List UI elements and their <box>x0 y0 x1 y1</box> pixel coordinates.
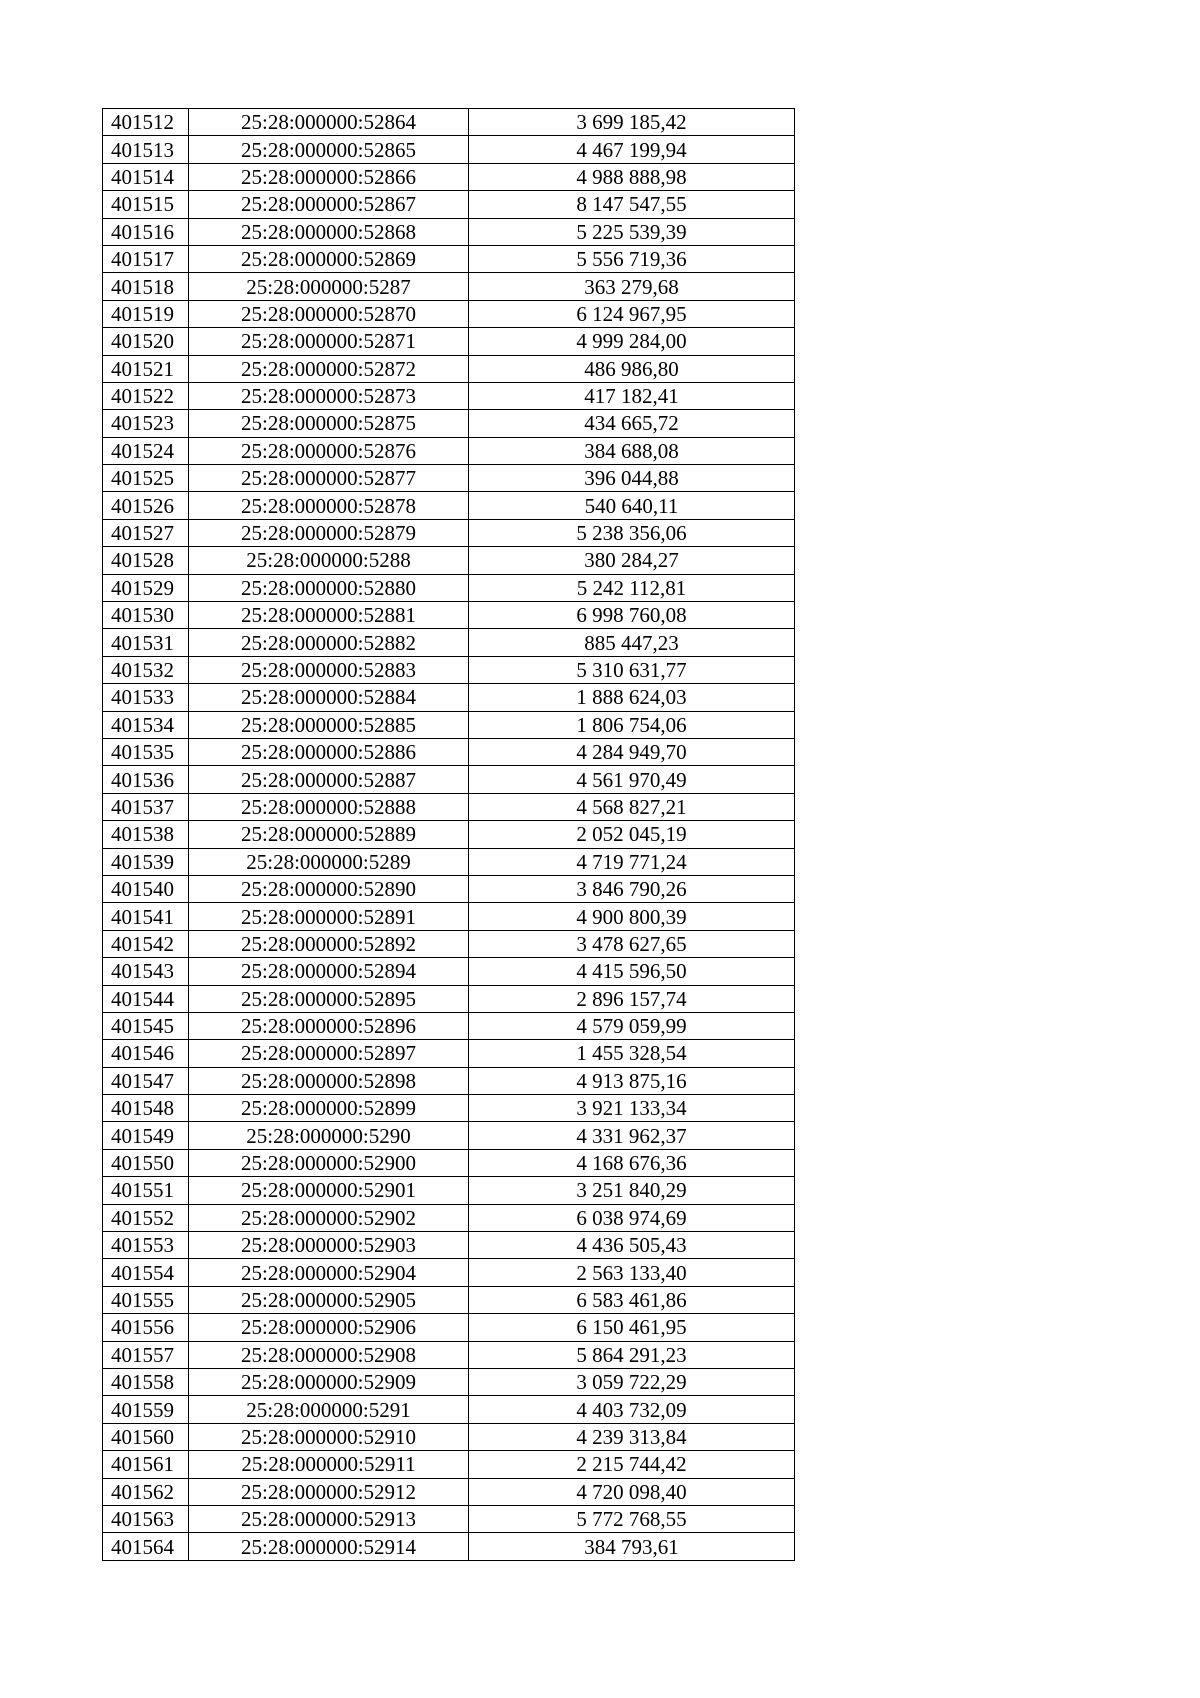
row-number-cell: 401564 <box>103 1533 189 1560</box>
row-number-cell: 401547 <box>103 1067 189 1094</box>
cadastral-number-cell: 25:28:000000:52868 <box>189 218 469 245</box>
cadastral-number-cell: 25:28:000000:52905 <box>189 1286 469 1313</box>
row-number-cell: 401538 <box>103 821 189 848</box>
cadastral-number-cell: 25:28:000000:52899 <box>189 1095 469 1122</box>
value-cell: 6 124 967,95 <box>469 300 795 327</box>
table-row <box>103 875 795 902</box>
cadastral-number-cell: 25:28:000000:52881 <box>189 602 469 629</box>
value-cell: 2 052 045,19 <box>469 821 795 848</box>
value-cell: 4 900 800,39 <box>469 903 795 930</box>
row-number-cell: 401525 <box>103 465 189 492</box>
table-row <box>103 958 795 985</box>
row-number-cell: 401518 <box>103 273 189 300</box>
table-row <box>103 245 795 272</box>
value-cell: 1 455 328,54 <box>469 1040 795 1067</box>
table-row <box>103 1341 795 1368</box>
cadastral-number-cell: 25:28:000000:52894 <box>189 958 469 985</box>
cadastral-number-cell: 25:28:000000:52865 <box>189 136 469 163</box>
row-number-cell: 401548 <box>103 1095 189 1122</box>
table-row <box>103 1122 795 1149</box>
value-cell: 8 147 547,55 <box>469 191 795 218</box>
row-number-cell: 401551 <box>103 1177 189 1204</box>
row-number-cell: 401537 <box>103 793 189 820</box>
cadastral-number-cell: 25:28:000000:5289 <box>189 848 469 875</box>
value-cell: 2 896 157,74 <box>469 985 795 1012</box>
row-number-cell: 401556 <box>103 1314 189 1341</box>
row-number-cell: 401545 <box>103 1012 189 1039</box>
row-number-cell: 401563 <box>103 1505 189 1532</box>
table-row <box>103 191 795 218</box>
table-row <box>103 437 795 464</box>
cadastral-number-cell: 25:28:000000:5291 <box>189 1396 469 1423</box>
value-cell: 4 239 313,84 <box>469 1423 795 1450</box>
table-row <box>103 382 795 409</box>
row-number-cell: 401514 <box>103 163 189 190</box>
cadastral-number-cell: 25:28:000000:52866 <box>189 163 469 190</box>
value-cell: 5 556 719,36 <box>469 245 795 272</box>
table-row <box>103 1478 795 1505</box>
value-cell: 5 238 356,06 <box>469 519 795 546</box>
table-row <box>103 163 795 190</box>
cadastral-number-cell: 25:28:000000:52890 <box>189 875 469 902</box>
cadastral-number-cell: 25:28:000000:5290 <box>189 1122 469 1149</box>
value-cell: 5 310 631,77 <box>469 656 795 683</box>
cadastral-number-cell: 25:28:000000:52903 <box>189 1232 469 1259</box>
table-row <box>103 1368 795 1395</box>
table-row <box>103 1095 795 1122</box>
table-row <box>103 1396 795 1423</box>
table-row <box>103 1286 795 1313</box>
row-number-cell: 401536 <box>103 766 189 793</box>
table-row <box>103 300 795 327</box>
table-row <box>103 1012 795 1039</box>
cadastral-number-cell: 25:28:000000:52878 <box>189 492 469 519</box>
row-number-cell: 401539 <box>103 848 189 875</box>
table-row <box>103 684 795 711</box>
cadastral-number-cell: 25:28:000000:52914 <box>189 1533 469 1560</box>
cadastral-number-cell: 25:28:000000:52875 <box>189 410 469 437</box>
value-cell: 4 719 771,24 <box>469 848 795 875</box>
table-row <box>103 903 795 930</box>
cadastral-number-cell: 25:28:000000:52906 <box>189 1314 469 1341</box>
value-cell: 4 168 676,36 <box>469 1149 795 1176</box>
value-cell: 1 888 624,03 <box>469 684 795 711</box>
value-cell: 5 225 539,39 <box>469 218 795 245</box>
value-cell: 363 279,68 <box>469 273 795 300</box>
value-cell: 396 044,88 <box>469 465 795 492</box>
table-row <box>103 738 795 765</box>
value-cell: 4 284 949,70 <box>469 738 795 765</box>
row-number-cell: 401531 <box>103 629 189 656</box>
table-row <box>103 1505 795 1532</box>
value-cell: 4 579 059,99 <box>469 1012 795 1039</box>
cadastral-number-cell: 25:28:000000:52880 <box>189 574 469 601</box>
row-number-cell: 401552 <box>103 1204 189 1231</box>
cadastral-number-cell: 25:28:000000:52912 <box>189 1478 469 1505</box>
value-cell: 885 447,23 <box>469 629 795 656</box>
value-cell: 384 688,08 <box>469 437 795 464</box>
table-row <box>103 355 795 382</box>
row-number-cell: 401517 <box>103 245 189 272</box>
row-number-cell: 401523 <box>103 410 189 437</box>
row-number-cell: 401562 <box>103 1478 189 1505</box>
row-number-cell: 401558 <box>103 1368 189 1395</box>
cadastral-number-cell: 25:28:000000:52870 <box>189 300 469 327</box>
value-cell: 434 665,72 <box>469 410 795 437</box>
value-cell: 3 846 790,26 <box>469 875 795 902</box>
table-row <box>103 656 795 683</box>
table-row <box>103 1533 795 1560</box>
row-number-cell: 401528 <box>103 547 189 574</box>
row-number-cell: 401522 <box>103 382 189 409</box>
table-row <box>103 793 795 820</box>
cadastral-number-cell: 25:28:000000:52911 <box>189 1451 469 1478</box>
row-number-cell: 401550 <box>103 1149 189 1176</box>
table-row <box>103 1149 795 1176</box>
table-row <box>103 574 795 601</box>
row-number-cell: 401512 <box>103 109 189 136</box>
cadastral-number-cell: 25:28:000000:52895 <box>189 985 469 1012</box>
table-row <box>103 602 795 629</box>
cadastral-number-cell: 25:28:000000:52867 <box>189 191 469 218</box>
value-cell: 4 999 284,00 <box>469 328 795 355</box>
table-row <box>103 766 795 793</box>
cadastral-number-cell: 25:28:000000:52871 <box>189 328 469 355</box>
row-number-cell: 401513 <box>103 136 189 163</box>
value-cell: 4 913 875,16 <box>469 1067 795 1094</box>
table-row <box>103 547 795 574</box>
value-cell: 540 640,11 <box>469 492 795 519</box>
value-cell: 6 038 974,69 <box>469 1204 795 1231</box>
cadastral-number-cell: 25:28:000000:52901 <box>189 1177 469 1204</box>
row-number-cell: 401540 <box>103 875 189 902</box>
value-cell: 1 806 754,06 <box>469 711 795 738</box>
row-number-cell: 401530 <box>103 602 189 629</box>
table-row <box>103 410 795 437</box>
cadastral-number-cell: 25:28:000000:5287 <box>189 273 469 300</box>
table-row <box>103 1259 795 1286</box>
value-cell: 4 331 962,37 <box>469 1122 795 1149</box>
row-number-cell: 401542 <box>103 930 189 957</box>
value-cell: 486 986,80 <box>469 355 795 382</box>
table-row <box>103 328 795 355</box>
table-row <box>103 519 795 546</box>
row-number-cell: 401532 <box>103 656 189 683</box>
cadastral-number-cell: 25:28:000000:52908 <box>189 1341 469 1368</box>
cadastral-number-cell: 25:28:000000:52869 <box>189 245 469 272</box>
value-cell: 5 864 291,23 <box>469 1341 795 1368</box>
cadastral-number-cell: 25:28:000000:52887 <box>189 766 469 793</box>
value-cell: 4 403 732,09 <box>469 1396 795 1423</box>
row-number-cell: 401526 <box>103 492 189 519</box>
value-cell: 6 998 760,08 <box>469 602 795 629</box>
table-row <box>103 1451 795 1478</box>
value-cell: 4 415 596,50 <box>469 958 795 985</box>
cadastral-number-cell: 25:28:000000:52910 <box>189 1423 469 1450</box>
value-cell: 4 720 098,40 <box>469 1478 795 1505</box>
value-cell: 4 436 505,43 <box>469 1232 795 1259</box>
value-cell: 380 284,27 <box>469 547 795 574</box>
table-row <box>103 1204 795 1231</box>
cadastral-number-cell: 25:28:000000:52879 <box>189 519 469 546</box>
cadastral-number-cell: 25:28:000000:52864 <box>189 109 469 136</box>
row-number-cell: 401519 <box>103 300 189 327</box>
table-row <box>103 492 795 519</box>
row-number-cell: 401520 <box>103 328 189 355</box>
cadastral-number-cell: 25:28:000000:52898 <box>189 1067 469 1094</box>
value-cell: 3 478 627,65 <box>469 930 795 957</box>
row-number-cell: 401515 <box>103 191 189 218</box>
cadastral-number-cell: 25:28:000000:52902 <box>189 1204 469 1231</box>
value-cell: 3 251 840,29 <box>469 1177 795 1204</box>
value-cell: 4 568 827,21 <box>469 793 795 820</box>
row-number-cell: 401557 <box>103 1341 189 1368</box>
cadastral-number-cell: 25:28:000000:52888 <box>189 793 469 820</box>
row-number-cell: 401546 <box>103 1040 189 1067</box>
row-number-cell: 401554 <box>103 1259 189 1286</box>
row-number-cell: 401524 <box>103 437 189 464</box>
table-row <box>103 848 795 875</box>
value-cell: 417 182,41 <box>469 382 795 409</box>
table-row <box>103 629 795 656</box>
value-cell: 384 793,61 <box>469 1533 795 1560</box>
row-number-cell: 401555 <box>103 1286 189 1313</box>
table-row <box>103 1067 795 1094</box>
value-cell: 4 467 199,94 <box>469 136 795 163</box>
value-cell: 3 059 722,29 <box>469 1368 795 1395</box>
row-number-cell: 401534 <box>103 711 189 738</box>
cadastral-number-cell: 25:28:000000:52886 <box>189 738 469 765</box>
row-number-cell: 401541 <box>103 903 189 930</box>
value-cell: 5 772 768,55 <box>469 1505 795 1532</box>
value-cell: 2 215 744,42 <box>469 1451 795 1478</box>
cadastral-number-cell: 25:28:000000:52889 <box>189 821 469 848</box>
table-row <box>103 985 795 1012</box>
table-row <box>103 465 795 492</box>
data-table <box>102 108 795 1561</box>
cadastral-number-cell: 25:28:000000:52892 <box>189 930 469 957</box>
cadastral-number-cell: 25:28:000000:52882 <box>189 629 469 656</box>
table-row <box>103 711 795 738</box>
row-number-cell: 401553 <box>103 1232 189 1259</box>
cadastral-number-cell: 25:28:000000:52885 <box>189 711 469 738</box>
value-cell: 5 242 112,81 <box>469 574 795 601</box>
cadastral-number-cell: 25:28:000000:52900 <box>189 1149 469 1176</box>
row-number-cell: 401535 <box>103 738 189 765</box>
cadastral-number-cell: 25:28:000000:52884 <box>189 684 469 711</box>
table-row <box>103 1423 795 1450</box>
table-row <box>103 821 795 848</box>
cadastral-number-cell: 25:28:000000:52913 <box>189 1505 469 1532</box>
row-number-cell: 401560 <box>103 1423 189 1450</box>
value-cell: 3 699 185,42 <box>469 109 795 136</box>
cadastral-number-cell: 25:28:000000:52909 <box>189 1368 469 1395</box>
row-number-cell: 401516 <box>103 218 189 245</box>
table-row <box>103 136 795 163</box>
cadastral-number-cell: 25:28:000000:52872 <box>189 355 469 382</box>
table-row <box>103 1177 795 1204</box>
value-cell: 2 563 133,40 <box>469 1259 795 1286</box>
cadastral-number-cell: 25:28:000000:52891 <box>189 903 469 930</box>
table-row <box>103 1314 795 1341</box>
value-cell: 4 561 970,49 <box>469 766 795 793</box>
table-row <box>103 1232 795 1259</box>
row-number-cell: 401521 <box>103 355 189 382</box>
cadastral-number-cell: 25:28:000000:52876 <box>189 437 469 464</box>
table-row <box>103 109 795 136</box>
cadastral-number-cell: 25:28:000000:52897 <box>189 1040 469 1067</box>
cadastral-number-cell: 25:28:000000:5288 <box>189 547 469 574</box>
value-cell: 6 150 461,95 <box>469 1314 795 1341</box>
row-number-cell: 401527 <box>103 519 189 546</box>
row-number-cell: 401543 <box>103 958 189 985</box>
row-number-cell: 401529 <box>103 574 189 601</box>
row-number-cell: 401559 <box>103 1396 189 1423</box>
cadastral-number-cell: 25:28:000000:52896 <box>189 1012 469 1039</box>
row-number-cell: 401549 <box>103 1122 189 1149</box>
table-row <box>103 273 795 300</box>
row-number-cell: 401561 <box>103 1451 189 1478</box>
row-number-cell: 401533 <box>103 684 189 711</box>
table-row <box>103 930 795 957</box>
cadastral-number-cell: 25:28:000000:52873 <box>189 382 469 409</box>
cadastral-number-cell: 25:28:000000:52883 <box>189 656 469 683</box>
value-cell: 6 583 461,86 <box>469 1286 795 1313</box>
row-number-cell: 401544 <box>103 985 189 1012</box>
table-row <box>103 218 795 245</box>
cadastral-number-cell: 25:28:000000:52904 <box>189 1259 469 1286</box>
value-cell: 4 988 888,98 <box>469 163 795 190</box>
cadastral-number-cell: 25:28:000000:52877 <box>189 465 469 492</box>
value-cell: 3 921 133,34 <box>469 1095 795 1122</box>
table-row <box>103 1040 795 1067</box>
table-body <box>103 109 795 1561</box>
